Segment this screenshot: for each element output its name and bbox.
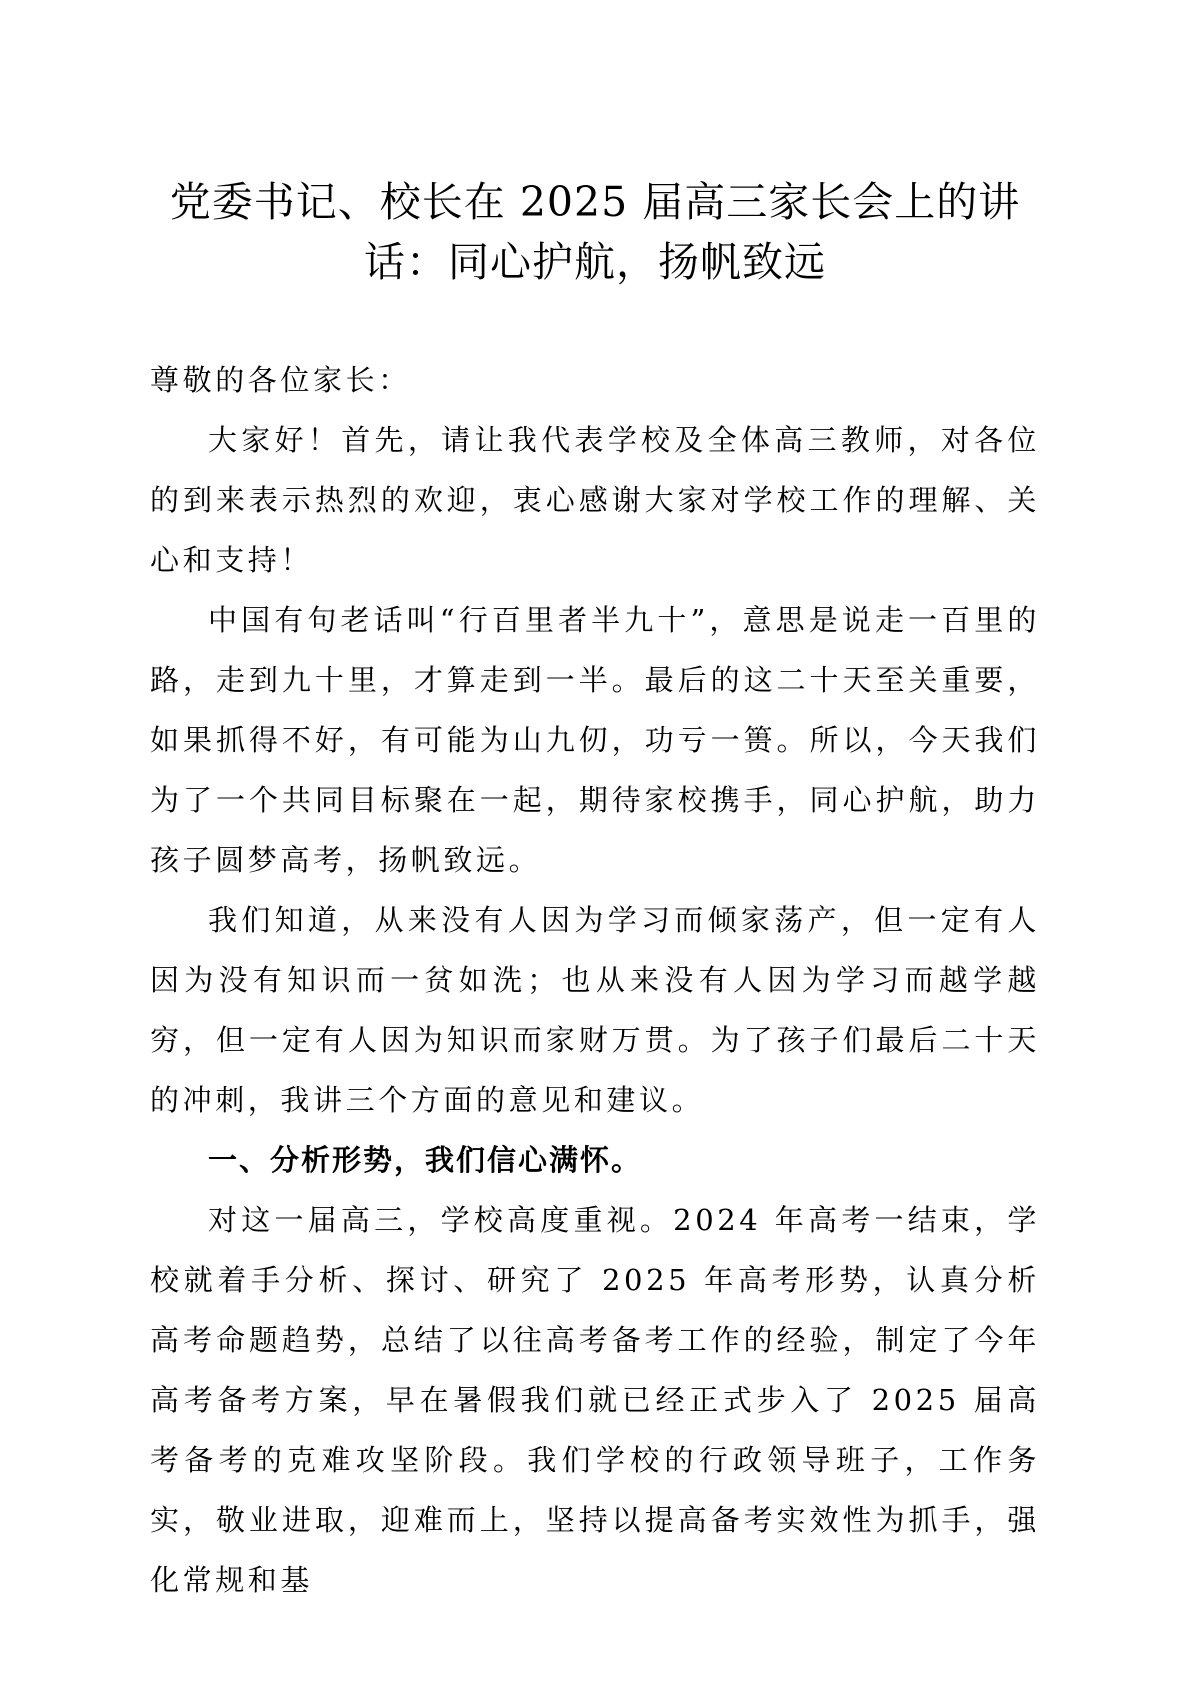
paragraph-knowledge: 我们知道，从来没有人因为学习而倾家荡产，但一定有人因为没有知识而一贫如洗；也从来没有人因为学习而越学越穷，但一定有人因为知识而家财万贯。为了孩子们最后二十天的冲刺，我讲三个方面的意见和建议。	[150, 903, 1040, 1117]
document-title	[140, 172, 1050, 292]
title-line-1: 党委书记、校长在 2025 届高三家长会上的讲	[169, 178, 1021, 226]
section-heading: 一、分析形势，我们信心满怀。	[208, 1143, 643, 1177]
paragraph-welcome: 大家好！首先，请让我代表学校及全体高三教师，对各位的到来表示热烈的欢迎，衷心感谢大家对学校工作的理解、关心和支持！	[150, 423, 1040, 577]
paragraph-proverb: 中国有句老话叫“行百里者半九十”，意思是说走一百里的路，走到九十里，才算走到一半。最后的这二十天至关重要，如果抓得不好，有可能为山九仞，功亏一篑。所以，今天我们为了一个共同目标聚在一起，期待家校携手，同心护航，助力孩子圆梦高考，扬帆致远。	[150, 603, 1040, 877]
title-line-2: 话：同心护航，扬帆致远	[364, 238, 826, 286]
section-paragraph: 对这一届高三，学校高度重视。2024 年高考一结束，学校就着手分析、探讨、研究了 2025 年高考形势，认真分析高考命题趋势，总结了以往高考备考工作的经验，制定了今年高考备考方案，早在暑假我们就已经正式步入了 2025 届高考备考的克难攻坚阶段。我们学校的行政领导班子，工作务实，敬业进取，迎难而上，坚持以提高备考实效性为抓手，强化常规和基	[150, 1203, 1040, 1597]
document-body	[150, 350, 1040, 1610]
salutation: 尊敬的各位家长：	[150, 363, 411, 397]
